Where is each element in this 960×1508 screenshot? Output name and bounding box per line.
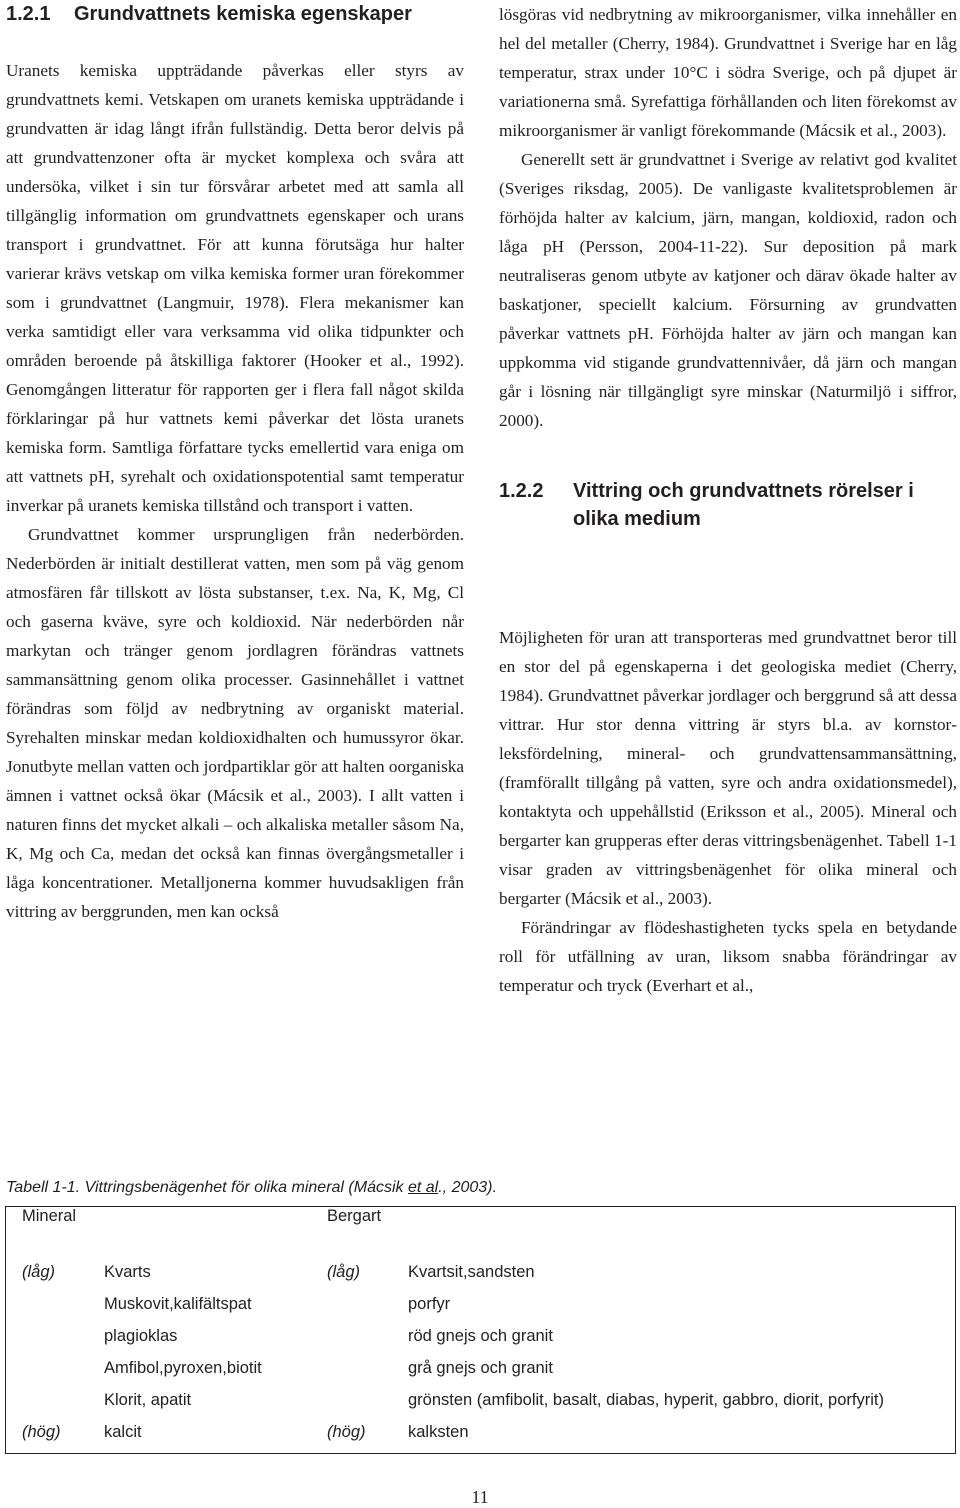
paragraph: Förändringar av flödeshastigheten tycks spela en betydande roll för utfällning av uran, liksom snabba förändringar av temperatur och tryck (Everhart et al., <box>499 918 957 995</box>
table-caption <box>6 1177 946 1199</box>
page-number: 11 <box>471 1487 489 1507</box>
weathering-table <box>5 1206 956 1454</box>
mineral-name: Klorit, apatit <box>104 1391 192 1409</box>
bergart-name: porfyr <box>408 1295 451 1313</box>
section-title: Vittring och grundvattnets rörelser i olika medium <box>573 480 914 530</box>
section-title: Grundvattnets kemiska egenskaper <box>74 3 412 25</box>
caption-suffix: ., 2003). <box>438 1179 497 1196</box>
bergart-name: grå gnejs och granit <box>408 1359 553 1377</box>
bergart-name: röd gnejs och granit <box>408 1327 553 1345</box>
paragraph: Generellt sett är grundvattnet i Sverige av relativt god kvalitet (Sveriges riksdag, 2005). De vanligaste kvalitetsproblemen är förhöjda halter av kalcium, järn, mangan, koldioxid, radon och låga pH (Persson, 2004-11-22). Sur deposition på mark neutraliseras genom utbyte av katjoner och därav ökade halter av baskatjoner, speciellt kalcium. Försurning av grundvatten påverkar vattnets pH. Förhöjda halter av järn och mangan kan uppkomma vid stigande grundvattennivåer, då järn och mangan går i lösning när tillgängligt syre minskar (Naturmiljö i siffror, 2000). <box>499 150 957 430</box>
caption-prefix: Tabell 1-1. Vittringsbenägenhet för olika mineral (Mácsik <box>6 1179 408 1196</box>
paragraph: Grundvattnet kommer ursprungligen från nederbörden. Nederbörden är initialt destillerat vatten, men som på väg genom atmosfären får tillskott av lösta substanser, t.ex. Na, K, Mg, Cl och gaserna kväve, syre och koldioxid. När nederbörden når markytan och tränger genom jordlagren förändras vattnets sammansättning genom olika processer. Gasinnehållet i vattnet förändras som följd av nedbrytning av organiskt material. Syrehalten minskar medan koldioxidhalten och humussyror ökar. Jonutbyte mellan vatten och jordpartiklar gör att halten oorganiska ämnen i vattnet också ökar (Mácsik et al., 2003). I allt vatten i naturen finns det mycket alkali – och alkaliska metaller såsom Na, K, Mg och Ca, medan det också kan finnas övergångsmetaller i låga koncentrationer. Metalljonerna kommer huvudsakligen från vittring av berggrunden, men kan också <box>6 525 464 921</box>
caption-etal: et al <box>407 1179 439 1196</box>
section-heading-1-2-1 <box>6 0 464 28</box>
mineral-name: Kvarts <box>104 1263 151 1281</box>
header-bergart: Bergart <box>327 1207 382 1225</box>
bergart-name: Kvartsit,sandsten <box>408 1263 535 1281</box>
rank-bergart: (hög) <box>327 1423 366 1441</box>
header-mineral: Mineral <box>22 1207 77 1225</box>
section-heading-1-2-2 <box>499 477 957 533</box>
section-number: 1.2.2 <box>499 480 544 502</box>
rank-mineral: (hög) <box>22 1423 61 1441</box>
rank-bergart: (låg) <box>327 1263 361 1281</box>
bergart-name: grönsten (amfibolit, basalt, diabas, hyperit, gabbro, diorit, porfyrit) <box>408 1391 884 1409</box>
mineral-name: Amfibol,pyroxen,biotit <box>104 1359 262 1377</box>
paragraph: Möjligheten för uran att transporteras med grundvattnet beror till en stor del på egenskaperna i det geologiska mediet (Cherry, 1984). Grundvattnet påverkar jordlager och berggrund så att dessa vittrar. Hur stor denna vittring är styrs bl.a. av kornstorleksfördelning, mineral- och grundvattensammansättning, (framförallt tillgång på vatten, syre och andra oxidationsmedel), kontaktyta och uppehållstid (Eriksson et al., 2005). Mineral och bergarter kan grupperas efter deras vittringsbenägenhet. Tabell 1-1 visar graden av vittringsbenägenhet för olika mineral och bergarter (Mácsik et al., 2003). <box>499 628 957 908</box>
section-number: 1.2.1 <box>6 3 51 25</box>
paragraph: lösgöras vid nedbrytning av mikroorganismer, vilka innehåller en hel del metaller (Cherry, 1984). Grundvattnet i Sverige har en låg temperatur, strax under 10°C i södra Sverige, och på djupet är variationerna små. Syrefattiga förhållanden och liten förekomst av mikroorganismer är vanligt förekommande (Mácsik et al., 2003). <box>499 5 957 140</box>
mineral-name: Muskovit,kalifältspat <box>104 1295 252 1313</box>
right-column <box>499 0 957 1000</box>
bergart-name: kalksten <box>408 1423 469 1441</box>
rank-mineral: (låg) <box>22 1263 56 1281</box>
paragraph: Uranets kemiska uppträdande påverkas eller styrs av grundvattnets kemi. Vetskapen om uranets kemiska uppträdande i grundvatten är idag långt ifrån fullständig. Detta beror delvis på att grundvattenzoner ofta är mycket komplexa och svåra att undersöka, vilket i sin tur försvårar arbetet med att samla all tillgänglig information om grundvattnets egenskaper och urans transport i grundvattnet. För att kunna förutsäga hur halter varierar krävs vetskap om vilka kemiska former uran förekommer som i grundvattnet (Langmuir, 1978). Flera mekanismer kan verka samtidigt eller vara verksamma vid olika tidpunkter och områden beroende på åtskilliga faktorer (Hooker et al., 1992). Genomgången litteratur för rapporten ger i flera fall något skilda förklaringar på hur vattnets kemi påverkar det lösta uranets kemiska form. Samtliga författare tycks emellertid vara eniga om att vattnets pH, syrehalt och oxidationspotential samt temperatur inverkar på uranets kemiska tillstånd och transport i vatten. <box>6 61 464 515</box>
mineral-name: kalcit <box>104 1423 142 1441</box>
left-column <box>6 0 464 926</box>
mineral-name: plagioklas <box>104 1327 178 1345</box>
